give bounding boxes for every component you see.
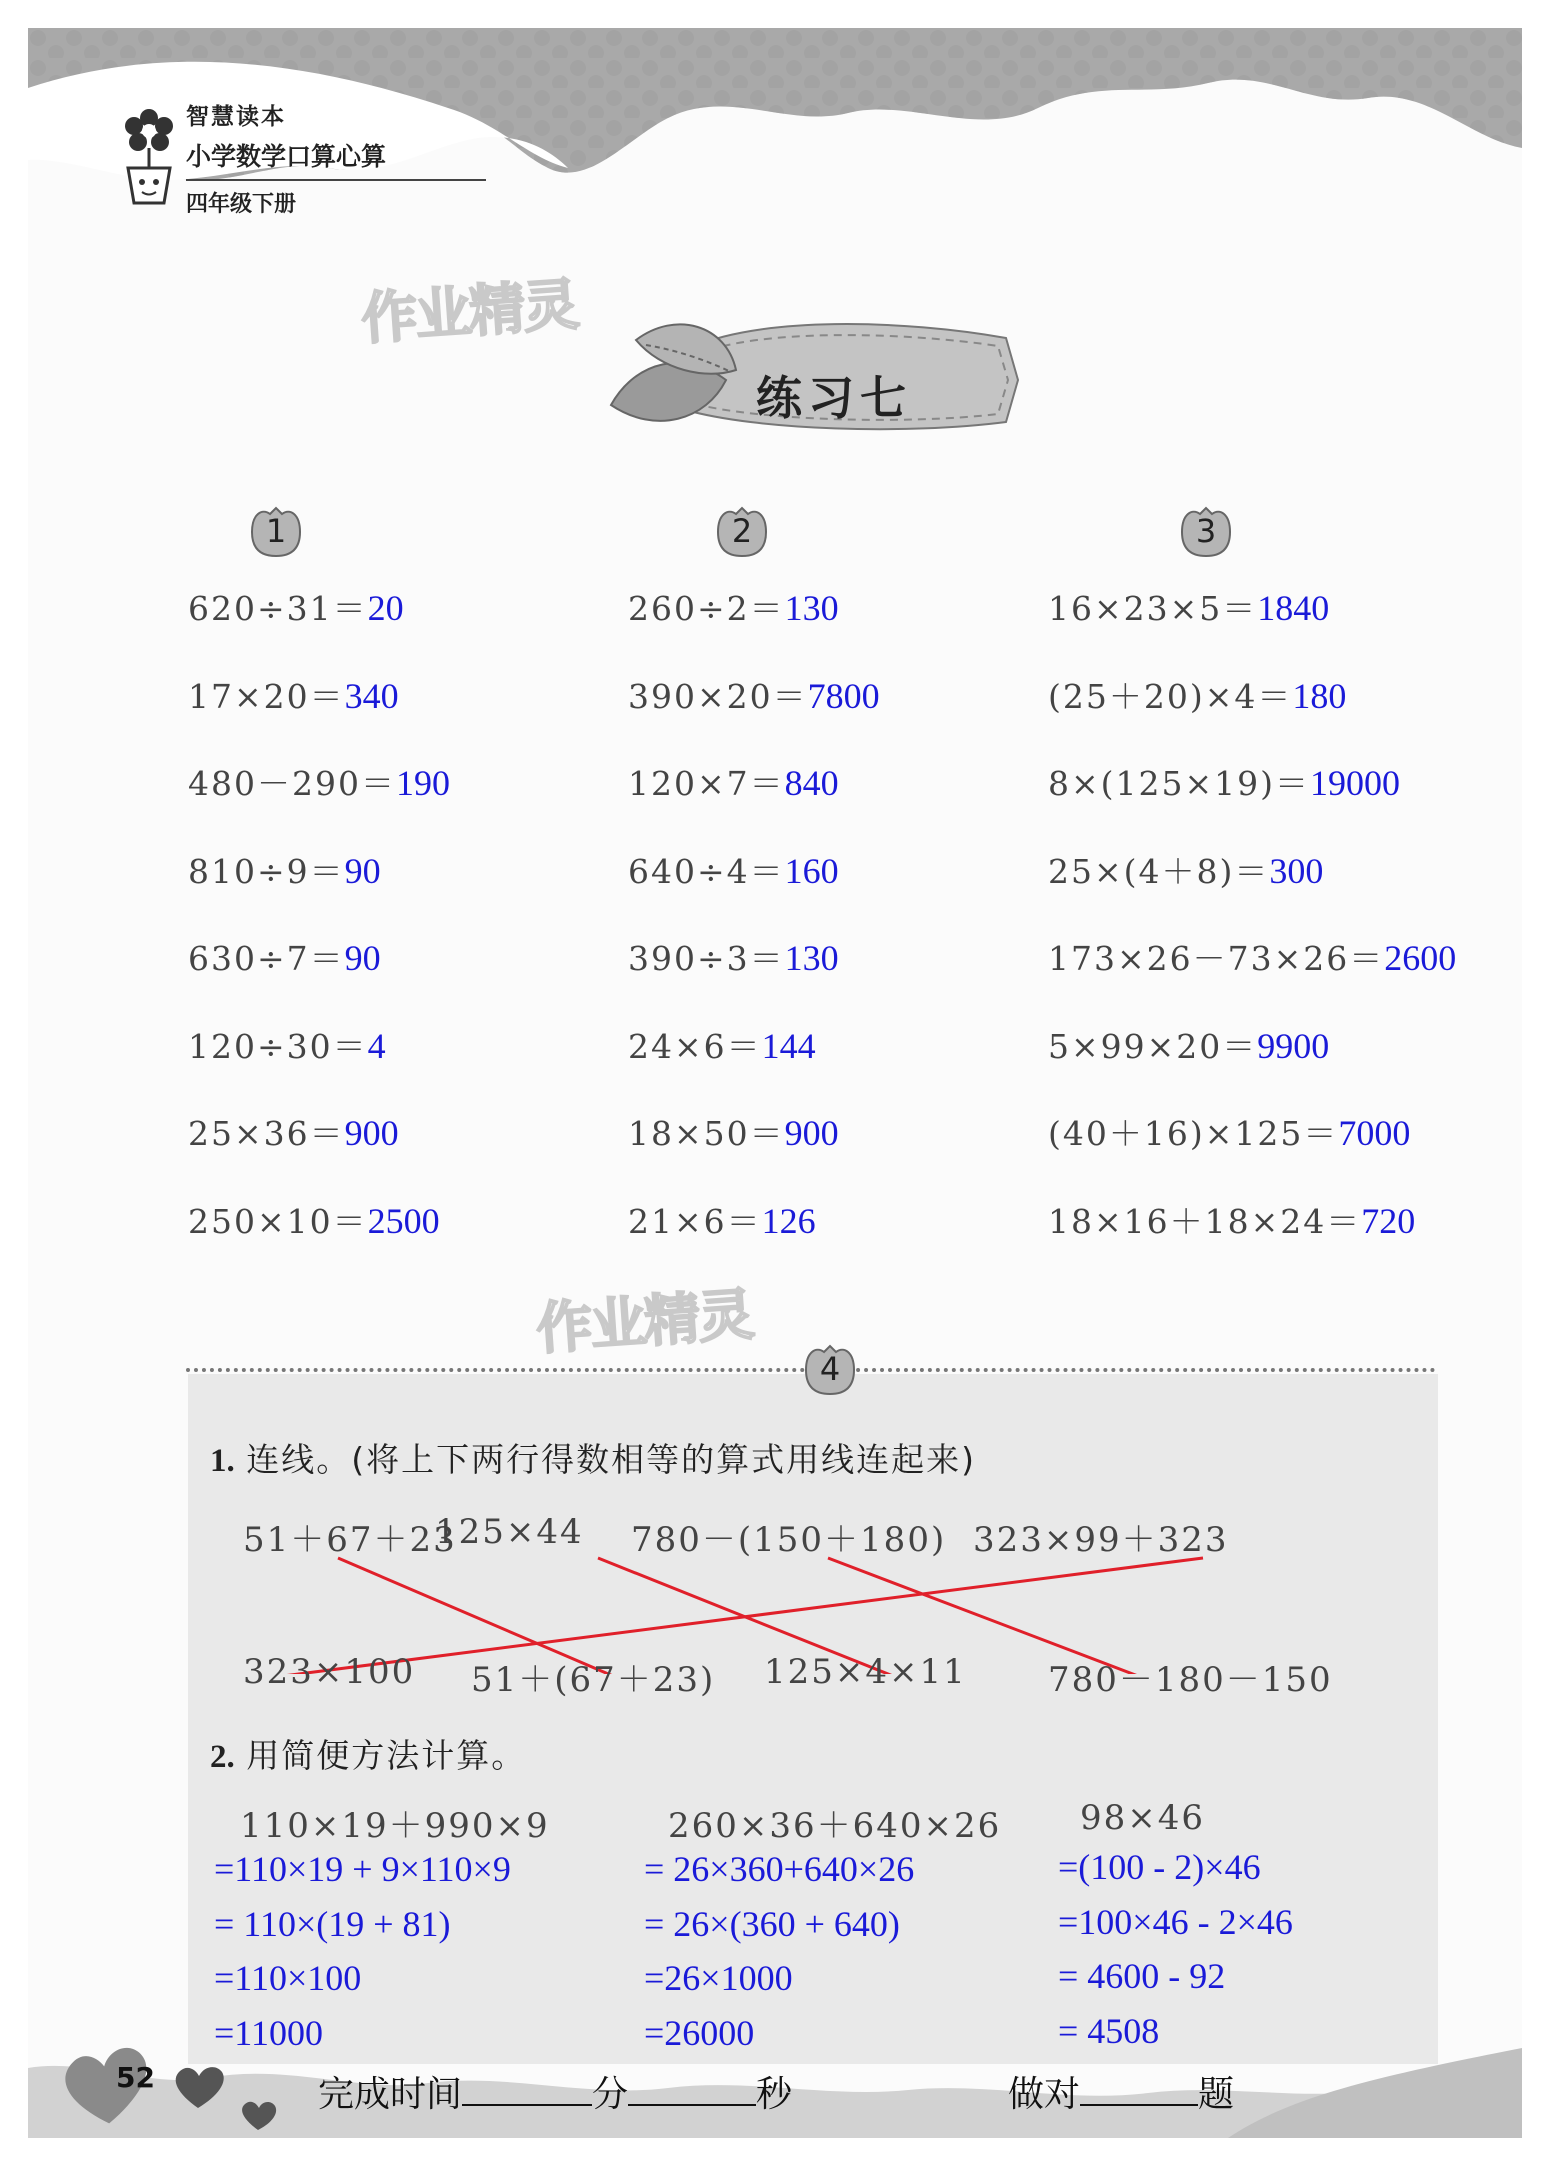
group-badge-3: 3	[1176, 504, 1236, 558]
page-number: 52	[116, 2061, 155, 2094]
correct-blank[interactable]	[1080, 2074, 1198, 2106]
flower-pot-icon	[116, 98, 182, 208]
answer: 2600	[1384, 938, 1457, 978]
problem-expression: 98×46	[1080, 1798, 1206, 1838]
equation-row: 21×6＝126	[628, 1200, 816, 1241]
bottom-expression[interactable]: 780－180－150	[1048, 1660, 1333, 1700]
problem-expression: 110×19＋990×9	[240, 1806, 550, 1846]
equation-row: 120÷30＝4	[188, 1025, 386, 1066]
solution-steps: = 26×360+640×26 = 26×(360 + 640) =26×1000 =26000	[644, 1849, 915, 2053]
task-1-heading: 1. 连线。(将上下两行得数相等的算式用线连起来)	[210, 1440, 976, 1479]
answer: 900	[784, 1113, 839, 1153]
equation-row: 5×99×20＝9900	[1048, 1025, 1330, 1066]
group-3-list	[1048, 590, 1456, 1290]
minutes-blank[interactable]	[462, 2074, 592, 2106]
equation-row: 173×26－73×26＝2600	[1048, 938, 1457, 978]
completion-time: 完成时间 分 秒	[318, 2074, 793, 2115]
heart-icons	[58, 2028, 298, 2138]
top-expression[interactable]: 51＋67＋23	[243, 1520, 457, 1560]
equation-row: 17×20＝340	[188, 675, 399, 716]
equation-row: 16×23×5＝1840	[1048, 588, 1330, 628]
answer: 130	[784, 938, 839, 978]
equation-row: 480－290＝190	[188, 763, 450, 803]
solution-steps: =(100 - 2)×46 =100×46 - 2×46 = 4600 - 92 = 4508	[1058, 1847, 1293, 2051]
equation-row: 810÷9＝90	[188, 850, 381, 891]
group-2-list	[628, 590, 880, 1290]
equation-row: 18×16＋18×24＝720	[1048, 1200, 1416, 1241]
equation-row: 250×10＝2500	[188, 1200, 440, 1241]
answer: 126	[761, 1200, 816, 1241]
answer: 300	[1269, 850, 1324, 891]
exercise-title: 练习七	[756, 371, 912, 425]
equation-row: 390×20＝7800	[628, 675, 880, 716]
grade-label: 四年级下册	[186, 192, 297, 217]
seconds-blank[interactable]	[628, 2074, 756, 2106]
group-badge-4: 4	[800, 1342, 860, 1396]
equation-row: 630÷7＝90	[188, 938, 381, 978]
top-expression[interactable]: 780－(150＋180)	[631, 1520, 947, 1560]
equation-row: 120×7＝840	[628, 763, 839, 803]
correct-count: 做对 题	[1008, 2074, 1235, 2115]
answer: 4	[367, 1025, 386, 1066]
answer: 840	[784, 763, 839, 803]
group-badge-2: 2	[712, 504, 772, 558]
equation-row: 390÷3＝130	[628, 938, 839, 978]
answer: 130	[784, 588, 839, 628]
section-4-panel	[188, 1374, 1438, 2064]
equation-row: 24×6＝144	[628, 1025, 816, 1066]
task-2-heading: 2. 用简便方法计算。	[210, 1736, 527, 1775]
answer: 90	[344, 938, 381, 978]
book-info	[186, 98, 486, 218]
equation-row: (40＋16)×125＝7000	[1048, 1113, 1411, 1153]
bottom-expression[interactable]: 323×100	[243, 1652, 416, 1692]
equation-row: 620÷31＝20	[188, 588, 404, 628]
top-expression[interactable]: 125×44	[435, 1512, 584, 1552]
book-title: 小学数学口算心算	[186, 137, 486, 181]
equation-row: 25×(4＋8)＝300	[1048, 850, 1324, 891]
equation-row: (25＋20)×4＝180	[1048, 675, 1347, 716]
answer: 160	[784, 850, 839, 891]
answer: 90	[344, 850, 381, 891]
equation-row: 18×50＝900	[628, 1113, 839, 1153]
connector-lines	[188, 1374, 1438, 1674]
answer: 2500	[367, 1200, 440, 1241]
answer: 720	[1361, 1200, 1416, 1241]
problem-expression: 260×36＋640×26	[668, 1806, 1002, 1846]
answer: 7000	[1338, 1113, 1411, 1153]
equation-row: 260÷2＝130	[628, 588, 839, 628]
bottom-expression[interactable]: 51＋(67＋23)	[471, 1660, 716, 1700]
answer: 7800	[807, 675, 880, 716]
answer: 190	[395, 763, 450, 803]
equation-row: 25×36＝900	[188, 1113, 399, 1153]
group-badge-1: 1	[246, 504, 306, 558]
series-name: 智慧读本	[186, 104, 286, 130]
group-1-list	[188, 590, 450, 1290]
answer: 19000	[1310, 763, 1401, 803]
watermark: 作业精灵	[359, 272, 580, 353]
bottom-expression[interactable]: 125×4×11	[764, 1652, 967, 1692]
answer: 340	[344, 675, 399, 716]
solution-steps: =110×19 + 9×110×9 = 110×(19 + 81) =110×100 =11000	[214, 1849, 511, 2053]
top-expression[interactable]: 323×99＋323	[973, 1520, 1229, 1560]
exercise-title-banner	[606, 310, 1034, 450]
equation-row: 8×(125×19)＝19000	[1048, 763, 1401, 803]
answer: 144	[761, 1025, 816, 1066]
watermark: 作业精灵	[534, 1282, 755, 1363]
answer: 9900	[1257, 1025, 1330, 1066]
answer: 1840	[1257, 588, 1330, 628]
answer: 20	[367, 588, 404, 628]
equation-row: 640÷4＝160	[628, 850, 839, 891]
workbook-page	[28, 28, 1522, 2138]
answer: 900	[344, 1113, 399, 1153]
answer: 180	[1292, 675, 1347, 716]
